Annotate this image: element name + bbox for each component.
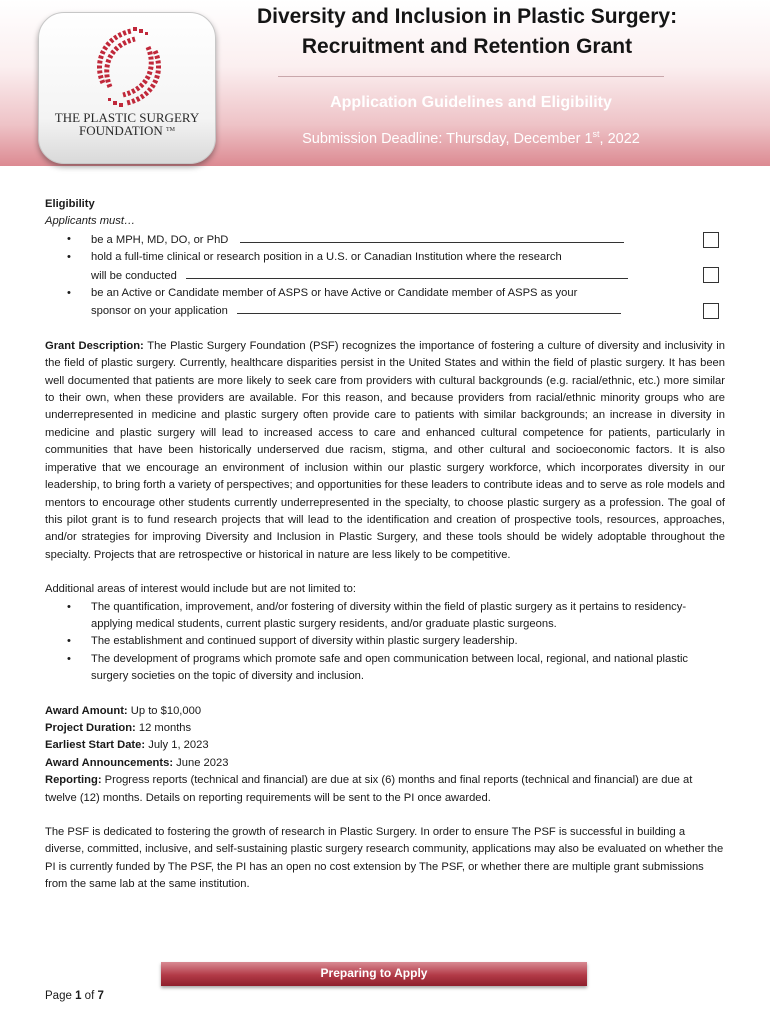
award-amount (45, 703, 725, 720)
page-title (232, 2, 702, 62)
eligibility-item (45, 249, 725, 285)
psf-statement: The PSF is dedicated to fostering the growth of research in Plastic Surgery. In order to ensure The PSF is successful in building a diverse, committed, inclusive, and self-sustaining plastic surgery research community, applications may also be evaluated on whether the PI is currently funded by The PSF, the PI has an open no cost extension by The PSF, or whether there are multiple grant submissions from the same lab at the same institution. (45, 826, 724, 891)
project-duration-value: 12 months (138, 721, 192, 734)
interests-intro: Additional areas of interest would include but are not limited to: (45, 583, 356, 596)
page-number (45, 990, 104, 1002)
eligibility-item (45, 285, 725, 321)
start-date-value: July 1, 2023 (148, 739, 209, 752)
psf-logo-icon (83, 21, 175, 113)
page-total: 7 (97, 990, 104, 1002)
bullet-icon: • (67, 635, 71, 648)
page-header (0, 0, 770, 166)
interest-item-text: The development of programs which promote safe and open communication between local, regional, and national plastic surgery societies on the topic of diversity and inclusion. (91, 652, 689, 683)
spacer (45, 686, 725, 703)
deadline-prefix: Submission Deadline: Thursday, December 1 (302, 130, 593, 147)
spacer (45, 807, 725, 824)
eligibility-item-text-line1: be an Active or Candidate member of ASPS or have Active or Candidate member of ASPS as your (91, 287, 578, 300)
checkbox-icon[interactable] (703, 303, 719, 319)
interests-list (45, 599, 725, 686)
logo-tm: TM (166, 127, 176, 133)
checkbox-icon[interactable] (703, 232, 719, 248)
bullet-icon: • (67, 287, 71, 300)
reporting-value: Progress reports (technical and financial) are due at six (6) months and final reports (technical and financial) are due at twelve (12) months. Details on reporting requirements will be sent to the PI once awarded. (45, 774, 693, 804)
eligibility-item-text: be a MPH, MD, DO, or PhD (91, 233, 229, 246)
bullet-icon: • (67, 251, 71, 264)
blank-line (186, 267, 628, 279)
eligibility-item-text-line1: hold a full-time clinical or research position in a U.S. or Canadian Institution where the research (91, 251, 562, 264)
spacer (45, 321, 725, 338)
interest-item (45, 599, 725, 634)
eligibility-item (45, 231, 725, 249)
bullet-icon: • (67, 652, 71, 665)
grant-description-label: Grant Description: (45, 339, 144, 352)
blank-line (237, 302, 621, 314)
checkbox-icon[interactable] (703, 267, 719, 283)
award-announcements-label: Award Announcements: (45, 756, 174, 769)
award-announcements (45, 755, 725, 772)
title-line1: Diversity and Inclusion in Plastic Surgery: (256, 5, 678, 28)
title-line2: Recruitment and Retention Grant (301, 35, 633, 58)
main-content (45, 196, 725, 894)
eligibility-item-text-line2: sponsor on your application (91, 305, 228, 318)
award-amount-value: Up to $10,000 (130, 704, 202, 717)
interest-item-text: The quantification, improvement, and/or fostering of diversity within the field of plastic surgery as it pertains to residency-applying medical students, current plastic surgery residents, and/or graduate plastic surgeons. (91, 600, 687, 630)
section-bar-preparing-to-apply: Preparing to Apply (161, 962, 587, 986)
logo-line1: THE PLASTIC SURGERY (54, 110, 200, 125)
page-of: of (84, 990, 95, 1002)
logo-line2-text: FOUNDATION (78, 123, 163, 138)
grant-description (45, 338, 725, 564)
title-divider (278, 76, 664, 77)
interest-item-text: The establishment and continued support of diversity within plastic surgery leadership. (91, 635, 518, 648)
subtitle: Application Guidelines and Eligibility (330, 94, 612, 111)
submission-deadline (232, 129, 710, 147)
bullet-icon: • (67, 600, 71, 613)
deadline-suffix: , 2022 (599, 130, 640, 147)
page-prefix: Page (45, 990, 72, 1002)
psf-logo (38, 12, 216, 164)
start-date-label: Earliest Start Date: (45, 739, 146, 752)
reporting (45, 772, 725, 807)
start-date (45, 737, 725, 754)
eligibility-item-text-line2: will be conducted (91, 269, 177, 282)
deadline-sup: st (592, 129, 600, 139)
logo-line2 (39, 124, 215, 137)
interest-item (45, 633, 725, 650)
reporting-label: Reporting: (45, 774, 102, 787)
project-duration (45, 720, 725, 737)
spacer (45, 564, 725, 581)
eligibility-intro: Applicants must… (45, 215, 136, 228)
grant-description-text: The Plastic Surgery Foundation (PSF) recognizes the importance of fostering a culture of diversity and inclusivity in the field of plastic surgery. Currently, healthcare disparities persist in the United States and within the field of plastic surgery. It has been well documented that patients are more likely to seek care from providers with cultural backgrounds (e.g. racial/ethnic, etc.) more similar to their own, when these providers are available. For this reason, and because providers from racial/ethnic minority groups who are underrepresented in medicine and plastic surgery often provide care to patients with similar backgrounds; an increase in diversity in medicine and plastic surgery will lead to increased access to care and enhanced cultural competence for patients, particularly in communities that have been historically underserved due racism, stigma, and other cultural and socioeconomic factors. It is also imperative that we encourage an environment of inclusion within our plastic surgery workforce, which incorporates diversity in our leadership, to bring forth a variety of perspectives; and opportunities for these leaders to contribute ideas and to serve as role models and mentors to encourage other students currently underrepresented in the specialty, to choose plastic surgery as a profession. The goal of this pilot grant is to fund research projects that will lead to the identification and creation of prospective tools, resources, approaches, and/or strategies for improving Diversity and Inclusion in Plastic Surgery, and these tools should be widely adoptable throughout the specialty. Projects that are retrospective or historical in nature are less likely to be competitive. (45, 339, 726, 561)
interest-item (45, 651, 725, 686)
award-amount-label: Award Amount: (45, 704, 128, 717)
project-duration-label: Project Duration: (45, 721, 136, 734)
eligibility-list (45, 231, 725, 321)
eligibility-heading: Eligibility (45, 198, 95, 210)
award-announcements-value: June 2023 (176, 756, 229, 769)
bullet-icon: • (67, 232, 71, 245)
page-current: 1 (75, 990, 82, 1002)
blank-line (240, 231, 624, 243)
